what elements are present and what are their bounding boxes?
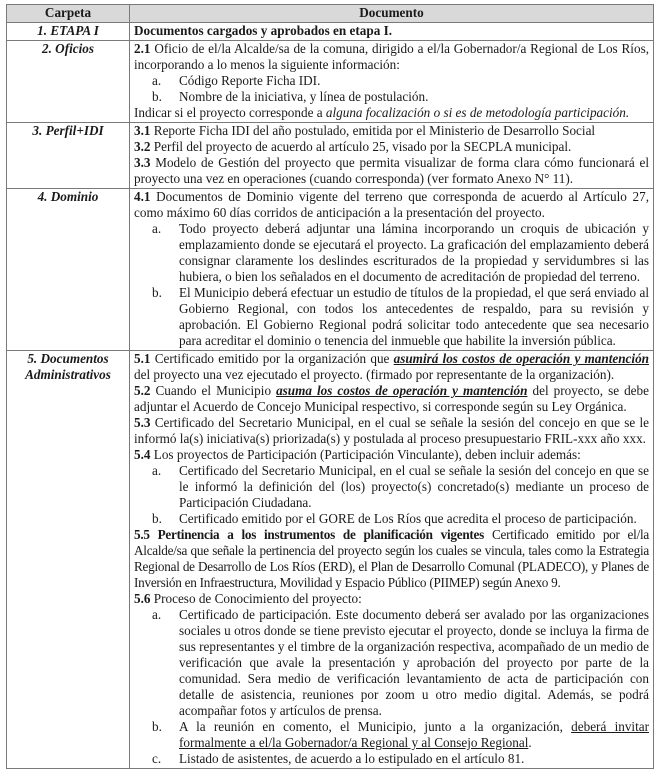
list-marker: b. bbox=[152, 89, 162, 104]
list-item bbox=[134, 221, 649, 285]
paragraph bbox=[134, 591, 649, 607]
paragraph bbox=[134, 155, 649, 187]
list-item-text: Listado de asistentes, de acuerdo a lo estipulado en el artículo 81. bbox=[179, 751, 525, 766]
list-marker: b. bbox=[152, 511, 162, 526]
paragraph bbox=[134, 123, 649, 139]
document-cell bbox=[130, 41, 654, 123]
section-number: 5.3 bbox=[134, 415, 151, 430]
header-document: Documento bbox=[130, 5, 654, 23]
list-marker: a. bbox=[152, 221, 162, 236]
list-item bbox=[134, 463, 649, 511]
list-item-text bbox=[179, 719, 649, 751]
note bbox=[134, 105, 649, 121]
paragraph-text: Certificado emitido por el/la Alcalde/sa que señale la pertinencia del proyecto según los cuales se vincula, tales como la Estrategia Regional de Desarrollo de Los Ríos (ERD), el Plan de Desarrollo Comunal (PLADECO), y Planes de Inversión en Infraestructura, Movilidad y Espacio Público (PIIMEP) según Anexo 9. bbox=[134, 527, 649, 590]
paragraph bbox=[134, 351, 649, 383]
list-item bbox=[134, 719, 649, 751]
section-number: 5.4 bbox=[134, 447, 151, 462]
table-row bbox=[7, 23, 654, 41]
list-item bbox=[134, 751, 649, 767]
section-number: 5.1 bbox=[134, 351, 151, 366]
list-marker: c. bbox=[152, 751, 162, 766]
list-item-text: Nombre de la iniciativa, y línea de postulación. bbox=[179, 89, 429, 104]
section-number: 3.1 bbox=[134, 123, 151, 138]
paragraph bbox=[134, 41, 649, 73]
list-item bbox=[134, 607, 649, 719]
paragraph bbox=[134, 383, 649, 415]
folder-cell: 2. Oficios bbox=[7, 41, 130, 123]
document-cell bbox=[130, 189, 654, 351]
paragraph bbox=[134, 527, 649, 591]
paragraph bbox=[134, 189, 649, 221]
list-item-text: Certificado emitido por el GORE de Los Ríos que acredita el proceso de participación. bbox=[179, 511, 637, 526]
list-marker: b. bbox=[152, 285, 162, 300]
folder-cell: 1. ETAPA I bbox=[7, 23, 130, 41]
paragraph-text: Reporte Ficha IDI del año postulado, emitida por el Ministerio de Desarrollo Social bbox=[150, 123, 596, 138]
paragraph bbox=[134, 415, 649, 447]
requirements-table bbox=[6, 4, 654, 769]
paragraph-text: Documentos de Dominio vigente del terreno que corresponda de acuerdo al Artículo 27, como máximo 60 días corridos de anticipación a la presentación del proyecto. bbox=[134, 189, 649, 220]
document-cell: Documentos cargados y aprobados en etapa I. bbox=[130, 23, 654, 41]
paragraph-text: del proyecto una vez ejecutado el proyecto. (firmado por representante de la organización). bbox=[134, 367, 615, 382]
list-item-text: Certificado de participación. Este documento deberá ser avalado por las organizaciones sociales u otros donde se tiene previsto ejecutar el proyecto, donde se incluya la firma de sus representantes y el timbre de la organización respectiva, acompañado de un medio de verificación que avale la presentación y aprobación del proyecto por parte de la comunidad. Sera medio de verificación levantamiento de acta de participación con detalle de asistencia, reuniones por zoom u otro medio digital. Además, se podrá acompañar fotos y artículos de prensa. bbox=[179, 607, 649, 718]
paragraph bbox=[134, 139, 649, 155]
paragraph-text: Cuando el Municipio bbox=[150, 383, 277, 398]
list-item-text-part: A la reunión en comento, el Municipio, junto a la organización, bbox=[179, 719, 572, 734]
list-marker: a. bbox=[152, 73, 162, 88]
emphasis-text: asumirá los costos de operación y mantención bbox=[393, 351, 649, 366]
list-item bbox=[134, 285, 649, 349]
folder-cell: 3. Perfil+IDI bbox=[7, 123, 130, 189]
section-title: 5.5 Pertinencia a los instrumentos de planificación vigentes bbox=[134, 527, 485, 542]
folder-cell bbox=[7, 351, 130, 769]
list-item-text: Todo proyecto deberá adjuntar una lámina incorporando un croquis de ubicación y emplazamiento donde se ejecutará el proyecto. La graficación del emplazamiento deberá consignar claramente los deslindes escriturados de la propiedad y servidumbres si las hubiera, o bien los señalados en el documento de acreditación de propiedad del terreno. bbox=[179, 221, 649, 284]
list-item bbox=[134, 511, 649, 527]
document-cell bbox=[130, 351, 654, 769]
paragraph bbox=[134, 447, 649, 463]
list-marker: b. bbox=[152, 719, 162, 734]
table-row bbox=[7, 189, 654, 351]
section-number: 4.1 bbox=[134, 189, 151, 204]
section-number: 3.3 bbox=[134, 155, 151, 170]
list-marker: a. bbox=[152, 463, 162, 478]
table-row bbox=[7, 351, 654, 769]
list-marker: a. bbox=[152, 607, 162, 622]
folder-cell: 4. Dominio bbox=[7, 189, 130, 351]
paragraph-text: Certificado emitido por la organización que bbox=[150, 351, 394, 366]
table-header-row bbox=[7, 5, 654, 23]
list-item bbox=[134, 89, 649, 105]
note-emphasis: alguna focalización o si es de metodología participación. bbox=[325, 105, 630, 120]
paragraph-text: Modelo de Gestión del proyecto que permita visualizar de forma clara cómo funcionará el proyecto una vez en operaciones (cuando corresponda) (ver formato Anexo N° 11). bbox=[134, 155, 649, 186]
section-number: 5.2 bbox=[134, 383, 151, 398]
section-number: 3.2 bbox=[134, 139, 151, 154]
header-folder: Carpeta bbox=[7, 5, 130, 23]
list-item bbox=[134, 73, 649, 89]
list-item-text: Código Reporte Ficha IDI. bbox=[179, 73, 321, 88]
section-number: 2.1 bbox=[134, 41, 151, 56]
paragraph-text: Los proyectos de Participación (Participación Vinculante), deben incluir además: bbox=[150, 447, 581, 462]
emphasis-text: asuma los costos de operación y mantención bbox=[276, 383, 528, 398]
folder-label-line1: 5. Documentos bbox=[27, 351, 109, 366]
list-item-text: Certificado del Secretario Municipal, en el cual se señale la sesión del concejo en que se le informó la definición del (los) proyecto(s) concretado(s) mediante un proceso de Participación Ciudadana. bbox=[179, 463, 649, 510]
document-cell bbox=[130, 123, 654, 189]
underlined-text: deberá invitar formalmente a el/la Gobernador/a Regional y al Consejo Regional bbox=[179, 719, 649, 750]
paragraph-text: Oficio de el/la Alcalde/sa de la comuna, dirigido a el/la Gobernador/a Regional de Los Ríos, incorporando a lo menos la siguiente información: bbox=[134, 41, 649, 72]
table-row bbox=[7, 123, 654, 189]
section-number: 5.6 bbox=[134, 591, 151, 606]
folder-label-line2: Administrativos bbox=[25, 367, 111, 382]
paragraph-text: del proyecto, se debe adjuntar el Acuerdo de Concejo Municipal respectivo, si corresponde según su Ley Orgánica. bbox=[134, 383, 649, 414]
table-row bbox=[7, 41, 654, 123]
paragraph-text: Certificado del Secretario Municipal, en el cual se señale la sesión del concejo en que se le informó la(s) iniciativa(s) priorizada(s) y postulada al proceso presupuestario FRIL-xxx año xxx. bbox=[134, 415, 649, 446]
list-item-text: El Municipio deberá efectuar un estudio de títulos de la propiedad, el que será enviado al Gobierno Regional, con todos los antecedentes de respaldo, para su revisión y aprobación. El Gobierno Regional podrá solicitar todo antecedente que sea necesario para acreditar el dominio o tenencia del inmueble que habilite la inversión pública. bbox=[179, 285, 649, 348]
list-item-text-end: . bbox=[528, 735, 532, 750]
paragraph-text: Perfil del proyecto de acuerdo al artículo 25, visado por la SECPLA municipal. bbox=[150, 139, 572, 154]
note-text: Indicar si el proyecto corresponde a bbox=[134, 105, 326, 120]
paragraph-text: Proceso de Conocimiento del proyecto: bbox=[150, 591, 362, 606]
